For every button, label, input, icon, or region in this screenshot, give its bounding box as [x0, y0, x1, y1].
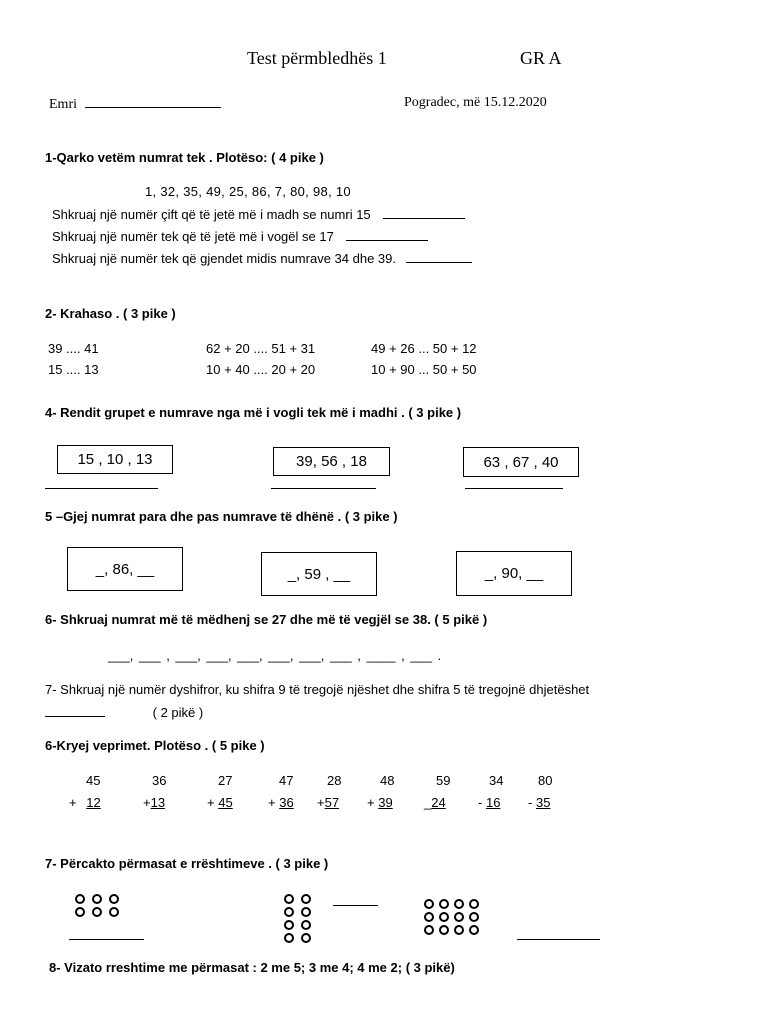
- circle-icon: [424, 925, 434, 935]
- number-neighbors-box: _, 90, __: [456, 551, 572, 596]
- q6-answer-blanks[interactable]: ___, ___ , ___, ___, ___, ___, ___, ___ , ____ , ___ .: [108, 648, 442, 663]
- circle-icon: [301, 920, 311, 930]
- operation-bottom: + 12: [69, 795, 101, 810]
- circle-icon: [469, 912, 479, 922]
- q6-heading: 6- Shkruaj numrat më të mëdhenj se 27 dhe më të vegjël se 38. ( 5 pikë ): [45, 612, 488, 627]
- circle-icon: [75, 907, 85, 917]
- circle-icon: [301, 907, 311, 917]
- circle-icon: [301, 894, 311, 904]
- operation-top: 59: [436, 773, 451, 788]
- compare-item: 10 + 90 ... 50 + 50: [371, 362, 477, 377]
- answer-line[interactable]: [45, 488, 158, 489]
- compare-item: 49 + 26 ... 50 + 12: [371, 341, 477, 356]
- circle-icon: [454, 899, 464, 909]
- compare-item: 39 .... 41: [48, 341, 99, 356]
- operation-top: 47: [279, 773, 294, 788]
- operation-bottom: +57: [317, 795, 340, 810]
- circle-array-4x2: [284, 894, 315, 943]
- operation-top: 34: [489, 773, 504, 788]
- answer-line[interactable]: [517, 939, 600, 940]
- number-group-box: 15 , 10 , 13: [57, 445, 173, 474]
- operation-top: 80: [538, 773, 553, 788]
- q1-line-3: Shkruaj një numër tek që gjendet midis numrave 34 dhe 39.: [52, 250, 472, 266]
- name-blank[interactable]: [85, 95, 221, 108]
- circle-icon: [439, 912, 449, 922]
- operation-top: 36: [152, 773, 167, 788]
- circle-icon: [92, 894, 102, 904]
- operation-top: 27: [218, 773, 233, 788]
- number-neighbors-box: _, 86, __: [67, 547, 183, 591]
- answer-blank[interactable]: [406, 250, 472, 263]
- circle-icon: [454, 912, 464, 922]
- circle-icon: [284, 907, 294, 917]
- q7a-answer-row: ( 2 pikë ): [45, 704, 203, 720]
- operation-bottom: _24: [424, 795, 446, 810]
- circle-icon: [439, 899, 449, 909]
- answer-line[interactable]: [333, 905, 378, 906]
- operation-bottom: + 39: [367, 795, 393, 810]
- circle-icon: [469, 925, 479, 935]
- q5-heading: 5 –Gjej numrat para dhe pas numrave të dhënë . ( 3 pike ): [45, 509, 398, 524]
- circle-array-2x3: [75, 894, 123, 917]
- circle-icon: [424, 912, 434, 922]
- circle-icon: [92, 907, 102, 917]
- circle-icon: [75, 894, 85, 904]
- circle-icon: [284, 933, 294, 943]
- answer-line[interactable]: [271, 488, 376, 489]
- operation-bottom: - 16: [478, 795, 501, 810]
- circle-icon: [454, 925, 464, 935]
- q7b-heading: 7- Përcakto përmasat e rrështimeve . ( 3 pike ): [45, 856, 329, 871]
- circle-icon: [109, 907, 119, 917]
- operation-top: 28: [327, 773, 342, 788]
- circle-array-3x4: [424, 899, 481, 935]
- circle-icon: [469, 899, 479, 909]
- compare-item: 62 + 20 .... 51 + 31: [206, 341, 316, 356]
- circle-icon: [109, 894, 119, 904]
- operation-bottom: + 45: [207, 795, 233, 810]
- circle-icon: [301, 933, 311, 943]
- q2-heading: 2- Krahaso . ( 3 pike ): [45, 306, 176, 321]
- answer-line[interactable]: [69, 939, 144, 940]
- q1-line-1: Shkruaj një numër çift që të jetë më i madh se numri 15: [52, 206, 465, 222]
- circle-icon: [284, 894, 294, 904]
- number-group-box: 63 , 67 , 40: [463, 447, 579, 477]
- answer-blank[interactable]: [45, 704, 105, 717]
- answer-line[interactable]: [465, 488, 563, 489]
- operation-bottom: - 35: [528, 795, 551, 810]
- compare-item: 15 .... 13: [48, 362, 99, 377]
- circle-icon: [424, 899, 434, 909]
- operation-bottom: + 36: [268, 795, 294, 810]
- operation-top: 45: [86, 773, 101, 788]
- operation-top: 48: [380, 773, 395, 788]
- number-group-box: 39, 56 , 18: [273, 447, 390, 476]
- name-label: Emri: [49, 95, 221, 113]
- q1-line-2: Shkruaj një numër tek që të jetë më i vogël se 17: [52, 228, 428, 244]
- group-label: GR A: [520, 48, 562, 68]
- q6b-heading: 6-Kryej veprimet. Plotëso . ( 5 pike ): [45, 738, 265, 753]
- compare-item: 10 + 40 .... 20 + 20: [206, 362, 316, 377]
- q7a-text: 7- Shkruaj një numër dyshifror, ku shifra 9 të tregojë njëshet dhe shifra 5 të tregojnë dhjetëshet: [45, 682, 590, 697]
- q1-numbers: 1, 32, 35, 49, 25, 86, 7, 80, 98, 10: [145, 184, 351, 199]
- q1-heading: 1-Qarko vetëm numrat tek . Plotëso: ( 4 pike ): [45, 150, 324, 165]
- operation-bottom: +13: [143, 795, 166, 810]
- circle-icon: [284, 920, 294, 930]
- test-title: Test përmbledhës 1: [247, 48, 387, 68]
- answer-blank[interactable]: [346, 228, 428, 241]
- place-date: Pogradec, më 15.12.2020: [404, 95, 547, 110]
- q8-heading: 8- Vizato rreshtime me përmasat : 2 me 5; 3 me 4; 4 me 2; ( 3 pikë): [49, 960, 455, 975]
- answer-blank[interactable]: [383, 206, 465, 219]
- q4-heading: 4- Rendit grupet e numrave nga më i vogli tek më i madhi . ( 3 pike ): [45, 405, 462, 420]
- number-neighbors-box: _, 59 , __: [261, 552, 377, 596]
- circle-icon: [439, 925, 449, 935]
